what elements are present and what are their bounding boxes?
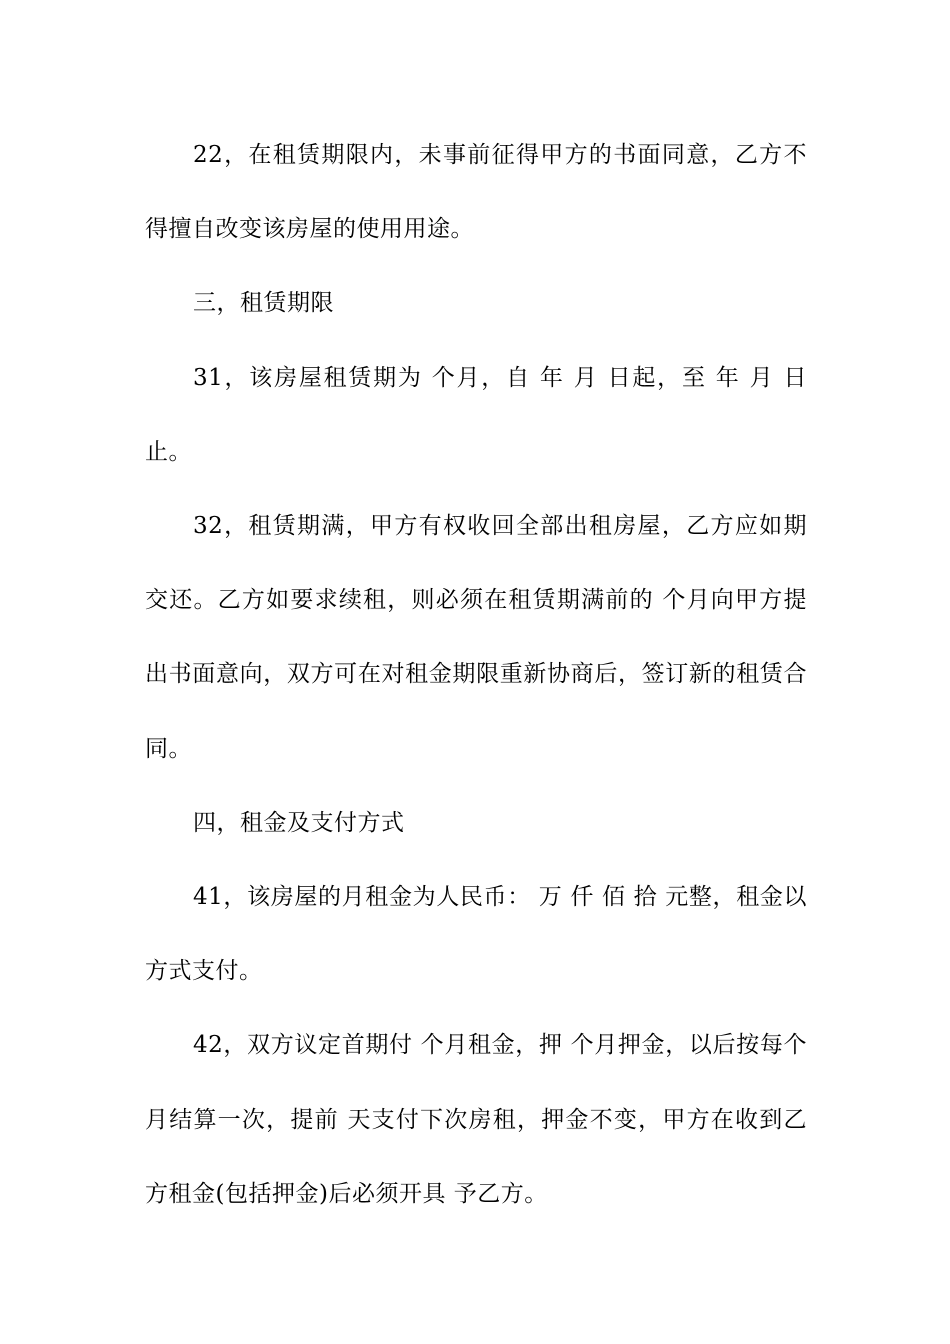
paragraph-clause-4-1: 41，该房屋的月租金为人民币： 万 仟 佰 拾 元整，租金以 方式支付。 (145, 884, 815, 985)
section-heading-rent-payment: 四，租金及支付方式 (193, 809, 405, 836)
section-heading-lease-term: 三，租赁期限 (193, 290, 334, 317)
paragraph-clause-2-2: 22，在租赁期限内，未事前征得甲方的书面同意，乙方不得擅自改变该房屋的使用用途。 (145, 142, 807, 243)
paragraph-clause-4-2: 42，双方议定首期付 个月租金，押 个月押金，以后按每个月结算一次，提前 天支付下次房租，押金不变，甲方在收到乙方租金(包括押金)后必须开具 予乙方。 (145, 1032, 807, 1207)
paragraph-clause-3-1: 31，该房屋租赁期为 个月，自 年 月 日起，至 年 月 日止。 (145, 364, 807, 465)
document-body (145, 118, 815, 1231)
paragraph-clause-3-2: 32，租赁期满，甲方有权收回全部出租房屋，乙方应如期交还。乙方如要求续租，则必须在租赁期满前的 个月向甲方提出书面意向，双方可在对租金期限重新协商后，签订新的租赁合同。 (145, 513, 807, 762)
